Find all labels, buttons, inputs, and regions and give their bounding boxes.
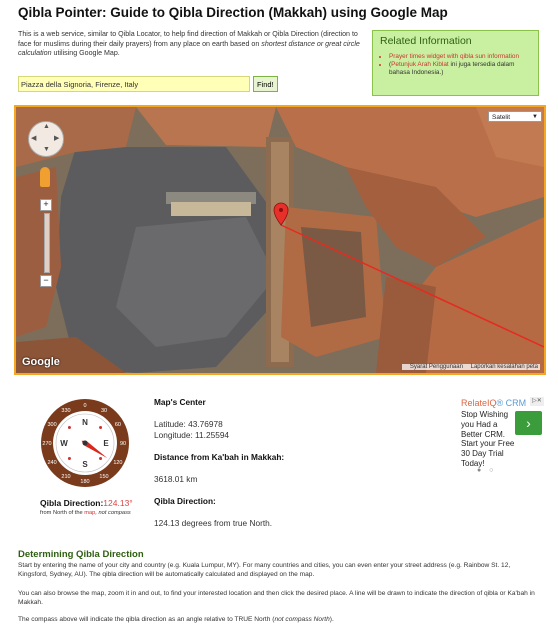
qibla-direction-note	[40, 510, 131, 516]
compass-degree-label: 270	[42, 441, 52, 447]
determining-paragraph-3	[18, 615, 540, 624]
find-button[interactable]: Find!	[253, 76, 278, 92]
ad-brand-name: RelateIQ	[461, 398, 497, 408]
page-title: Qibla Pointer: Guide to Qibla Direction (Makkah) using Google Map	[18, 5, 448, 20]
related-item-prefix: (	[389, 61, 392, 69]
compass-cardinal-label: S	[82, 460, 88, 469]
search-input[interactable]	[18, 76, 250, 92]
intro-part1: This is a web service, similar to Qibla Locator, to help find direction of Makkah or Qibla Direction (direction to face for muslims during their daily prayers) from any place on earth based on	[18, 30, 358, 48]
related-list	[379, 53, 534, 78]
compass-cardinal-label: W	[60, 439, 68, 448]
advertisement[interactable]	[459, 396, 545, 478]
map-type-select[interactable]	[488, 111, 542, 122]
compass-degree-label: 240	[47, 460, 57, 466]
compass-cardinal-label: E	[103, 439, 109, 448]
ad-pager-dots[interactable]: ● ○	[477, 467, 497, 474]
compass-degree-label: 0	[83, 403, 87, 409]
determining-title: Determining Qibla Direction	[18, 549, 144, 560]
determining-paragraph-2: You can also browse the map, zoom it in and out, to find your interested location and then click the desired place. A line will be drawn to indicate the direction of qibla or Ka'bah in Makkah.	[18, 590, 535, 606]
needle-hub	[83, 441, 88, 446]
distance-value: 3618.01 km	[154, 474, 198, 484]
intro-text	[18, 30, 368, 59]
qibla-degrees-value: 124.13 degrees from true North.	[154, 518, 273, 528]
map-attribution	[402, 364, 540, 370]
map-center-heading: Map's Center	[154, 397, 206, 407]
petunjuk-link[interactable]: Petunjuk Arah Kiblat	[391, 61, 449, 69]
pan-control[interactable]	[28, 121, 64, 157]
intro-part2: utilising Google Map.	[53, 49, 120, 58]
qibla-direction-value: 124.13°	[103, 498, 133, 508]
prayer-times-link[interactable]: Prayer times widget with qibla sun information	[389, 53, 520, 60]
determining-paragraph-1: Start by entering the name of your city and country (e.g. Kuala Lumpur, MY). For many countries and cities, you can even enter your street address (e.g. Rainbow St. 12, Kingsford, Sydney, AU). The qibla direction will be automatically calculated and displayed on the map.	[18, 562, 511, 578]
terms-link[interactable]: Syarat Penggunaan	[409, 364, 463, 370]
zoom-slider[interactable]	[44, 213, 50, 273]
related-item-text: ini juga tersedia dalam bahasa Indonesia.)	[389, 61, 515, 77]
related-info-box	[372, 30, 539, 96]
map-link[interactable]: map	[84, 510, 96, 516]
p3-end: ).	[329, 616, 334, 623]
chevron-down-icon: ▼	[532, 114, 538, 120]
distance-heading: Distance from Ka'bah in Makkah:	[154, 452, 285, 462]
compass-degree-label: 300	[47, 422, 57, 428]
compass-degree-label: 30	[100, 408, 108, 415]
related-item	[389, 61, 534, 77]
p3-main: The compass above will indicate the qibla direction as an angle relative to TRUE North (	[18, 616, 275, 623]
pan-up-icon[interactable]: ▲	[43, 123, 50, 130]
zoom-in-button[interactable]: +	[40, 199, 52, 211]
compass-dial-icon	[40, 398, 130, 488]
street-view-pegman-icon[interactable]	[40, 167, 50, 187]
qibla-direction-text: Qibla Direction:	[40, 498, 104, 508]
ad-brand-suffix: ® CRM	[496, 398, 527, 408]
compass-degree-label: 120	[113, 460, 123, 466]
compass-tick	[68, 426, 71, 429]
related-item	[389, 53, 534, 61]
qibla-direction-label	[40, 498, 133, 508]
adchoices-icon[interactable]: ▷✕	[530, 397, 544, 406]
satellite-map[interactable]	[16, 107, 544, 373]
compass-tick	[68, 457, 71, 460]
map-type-label: Satelit	[492, 114, 511, 121]
ad-arrow-button[interactable]: ›	[515, 411, 542, 435]
pan-left-icon[interactable]: ◀	[31, 135, 37, 142]
zoom-control	[40, 199, 52, 289]
qibla-heading: Qibla Direction:	[154, 496, 216, 506]
compass-degree-label: 60	[114, 422, 121, 428]
compass-degree-label: 330	[61, 408, 71, 415]
note-suffix: , not compass	[95, 510, 131, 516]
ad-brand	[461, 398, 526, 408]
compass-degree-label: 180	[80, 479, 90, 485]
compass-tick	[99, 457, 102, 460]
p3-italic: not compass North	[274, 616, 330, 623]
compass-degree-label: 210	[61, 473, 71, 480]
report-error-link[interactable]: Laporkan kesalahan peta	[470, 364, 538, 370]
note-prefix: from North of the	[40, 510, 83, 516]
compass-degree-label: 90	[119, 441, 127, 447]
compass-cardinal-label: N	[82, 418, 88, 427]
map-container[interactable]	[14, 105, 546, 375]
ad-text[interactable]: Stop Wishing you Had a Better CRM. Start your Free 30 Day Trial Today!	[461, 410, 515, 468]
pan-right-icon[interactable]: ▶	[54, 135, 60, 142]
compass-degree-label: 150	[99, 473, 109, 480]
google-logo: Google	[22, 356, 60, 368]
pan-down-icon[interactable]: ▼	[43, 146, 50, 153]
qibla-compass	[40, 398, 130, 493]
zoom-out-button[interactable]: −	[40, 275, 52, 287]
search-row	[18, 76, 278, 92]
related-title: Related Information	[380, 35, 472, 47]
intro-italic: shortest distance or great circle calculation	[18, 39, 360, 58]
compass-tick	[99, 426, 102, 429]
longitude-value: Longitude: 11.25594	[154, 430, 230, 440]
latitude-value: Latitude: 43.76978	[154, 419, 223, 429]
